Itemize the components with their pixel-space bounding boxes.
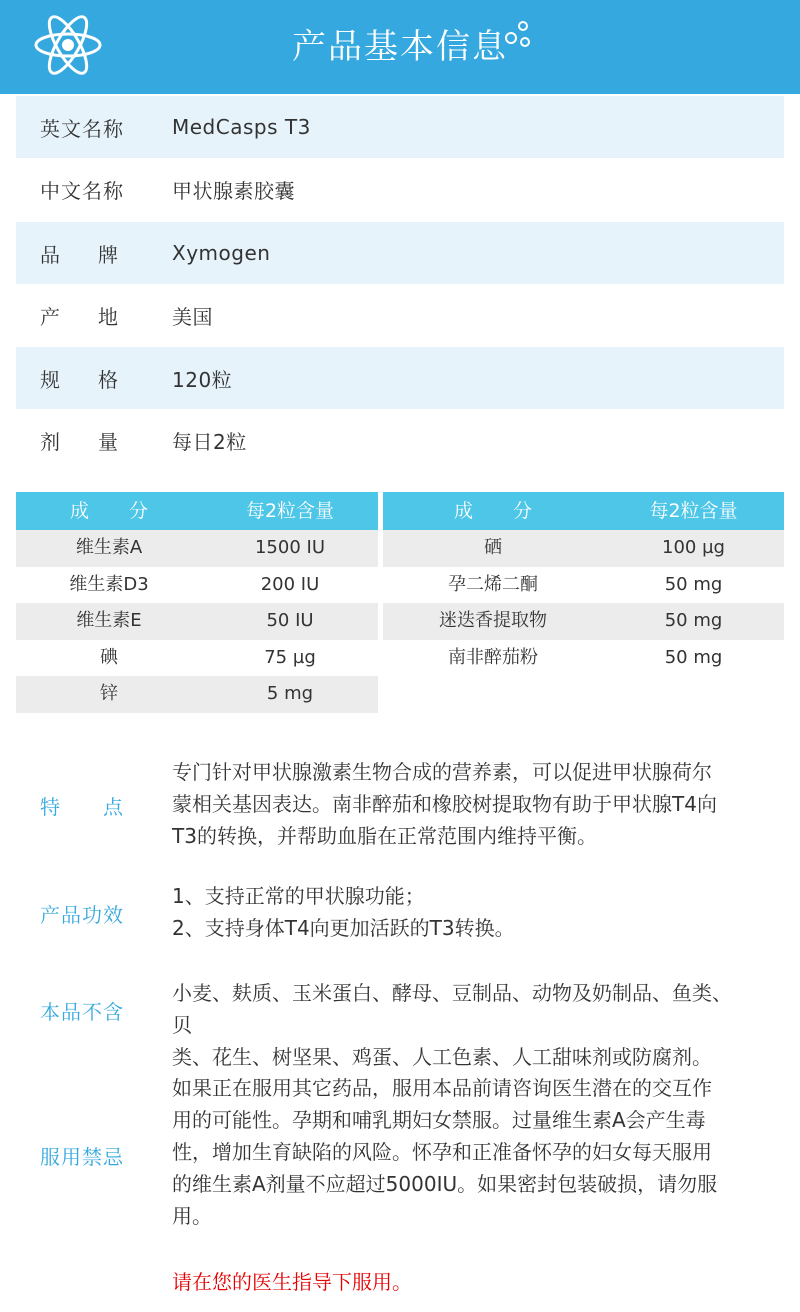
header-name: 成分 xyxy=(383,492,603,530)
ingredient-amount: 100 µg xyxy=(662,537,725,558)
ingredients-header xyxy=(16,492,784,530)
ingredient-name: 硒 xyxy=(484,537,502,558)
ingredient-name: 锌 xyxy=(100,683,118,704)
info-row-chinese-name xyxy=(16,158,784,220)
section-label-efficacy: 产品功效 xyxy=(40,903,124,927)
text-line: 用。 xyxy=(172,1204,212,1228)
ingredient-name: 迷迭香提取物 xyxy=(439,610,547,631)
table-row xyxy=(16,567,378,604)
page-header xyxy=(0,0,800,94)
section-label-contraindications: 服用禁忌 xyxy=(40,1145,124,1169)
doctor-guidance-note: 请在您的医生指导下服用。 xyxy=(172,1270,412,1294)
ingredient-amount: 50 mg xyxy=(664,646,723,668)
text-line: 专门针对甲状腺激素生物合成的营养素，可以促进甲状腺荷尔 xyxy=(172,760,712,784)
info-value: Xymogen xyxy=(172,241,271,265)
ingredients-table xyxy=(16,492,784,704)
info-label: 中文名称 xyxy=(40,178,124,203)
table-row xyxy=(16,530,378,567)
ingredient-amount: 50 mg xyxy=(664,610,723,631)
text-line: 用的可能性。孕期和哺乳期妇女禁服。过量维生素A会产生毒 xyxy=(172,1108,706,1132)
text-line: 的维生素A剂量不应超过5000IU。如果密封包装破损，请勿服 xyxy=(172,1172,718,1196)
ingredient-name: 维生素A xyxy=(75,537,143,558)
text-line: 小麦、麸质、玉米蛋白、酵母、豆制品、动物及奶制品、鱼类、贝 xyxy=(172,981,732,1037)
info-row-english-name xyxy=(16,96,784,158)
ingredient-amount: 75 µg xyxy=(264,646,316,668)
info-row-origin xyxy=(16,284,784,346)
ingredients-left-column xyxy=(16,530,378,713)
ingredient-name: 维生素D3 xyxy=(69,573,149,595)
info-value: MedCasps T3 xyxy=(172,115,311,139)
ingredient-amount: 5 mg xyxy=(266,683,314,704)
ingredient-amount: 50 IU xyxy=(266,610,314,631)
table-row xyxy=(383,530,784,567)
info-row-dosage xyxy=(16,409,784,471)
section-text-free-from xyxy=(172,977,744,1073)
ingredient-amount: 50 mg xyxy=(664,573,723,595)
info-value: 甲状腺素胶囊 xyxy=(172,178,295,203)
ingredient-name: 碘 xyxy=(100,646,118,668)
text-line: 性，增加生育缺陷的风险。怀孕和正准备怀孕的妇女每天服用 xyxy=(172,1140,712,1164)
ingredient-amount: 200 IU xyxy=(260,573,320,595)
table-row xyxy=(383,640,784,677)
info-label: 剂量 xyxy=(40,429,156,454)
info-value: 美国 xyxy=(172,304,213,329)
info-label: 英文名称 xyxy=(40,116,124,141)
text-line: T3的转换，并帮助血脂在正常范围内维持平衡。 xyxy=(172,824,597,848)
text-line: 2、支持身体T4向更加活跃的T3转换。 xyxy=(172,916,515,940)
header-name: 成分 xyxy=(16,492,202,530)
ingredient-name: 孕二烯二酮 xyxy=(448,573,538,595)
text-line: 如果正在服用其它药品，服用本品前请咨询医生潜在的交互作 xyxy=(172,1076,712,1100)
text-line: 1、支持正常的甲状腺功能； xyxy=(172,884,425,908)
ingredients-right-column xyxy=(383,530,784,676)
table-row xyxy=(383,603,784,640)
ingredient-amount: 1500 IU xyxy=(254,537,325,558)
table-row xyxy=(16,640,378,677)
info-row-brand xyxy=(16,222,784,284)
header-amount: 每2粒含量 xyxy=(603,492,784,530)
table-row xyxy=(16,603,378,640)
info-label: 品牌 xyxy=(40,242,156,267)
info-label: 规格 xyxy=(40,367,156,392)
section-text-features xyxy=(172,756,744,852)
section-text-contraindications xyxy=(172,1072,744,1232)
table-row xyxy=(16,676,378,713)
info-label: 产地 xyxy=(40,304,156,329)
molecule-icon xyxy=(503,20,533,50)
text-line: 蒙相关基因表达。南非醉茄和橡胶树提取物有助于甲状腺T4向 xyxy=(172,792,717,816)
ingredient-name: 南非醉茄粉 xyxy=(448,646,538,668)
page-title: 产品基本信息 xyxy=(292,27,508,67)
section-text-efficacy xyxy=(172,880,744,944)
text-line: 类、花生、树坚果、鸡蛋、人工色素、人工甜味剂或防腐剂。 xyxy=(172,1045,712,1069)
header-amount: 每2粒含量 xyxy=(202,492,378,530)
ingredient-name: 维生素E xyxy=(76,610,142,631)
section-label-features: 特 点 xyxy=(40,795,124,819)
info-row-spec xyxy=(16,347,784,409)
section-label-free-from: 本品不含 xyxy=(40,1000,124,1024)
info-value: 120粒 xyxy=(172,367,233,392)
info-value: 每日2粒 xyxy=(172,429,247,454)
table-row xyxy=(383,567,784,604)
